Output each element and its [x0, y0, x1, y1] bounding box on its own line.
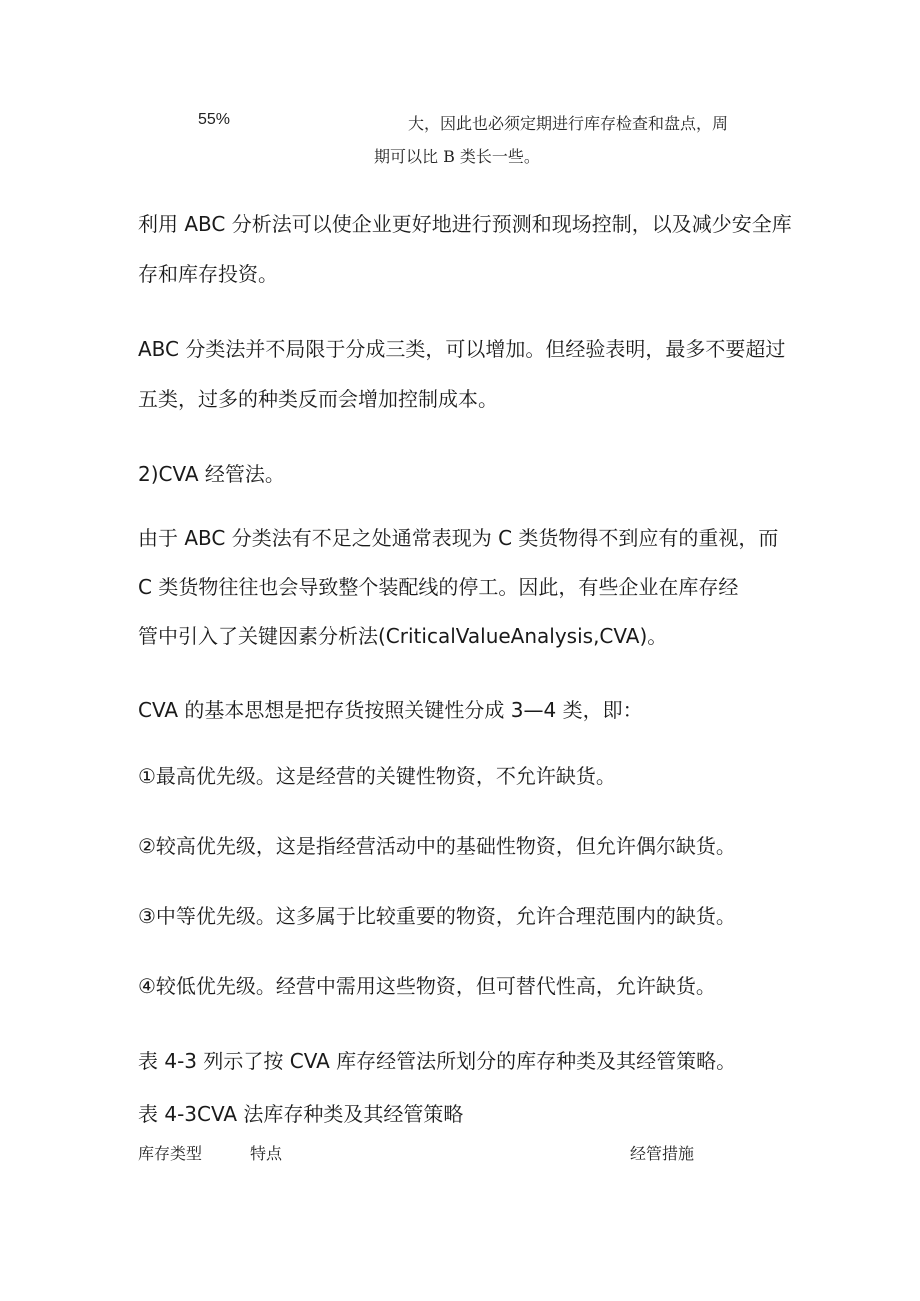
table-cell-line-1: 大，因此也必须定期进行库存检查和盘点，周 — [408, 114, 729, 133]
paragraph-classes-line-1: ABC 分类法并不局限于分成三类，可以增加。但经验表明，最多不要超过 — [138, 337, 786, 361]
list-item-priority-1: ①最高优先级。这是经营的关键性物资，不允许缺货。 — [138, 764, 616, 788]
paragraph-classes-line-2: 五类，过多的种类反而会增加控制成本。 — [138, 387, 498, 411]
list-item-priority-3: ③中等优先级。这多属于比较重要的物资，允许合理范围内的缺货。 — [138, 904, 736, 928]
paragraph-cva-idea: CVA 的基本思想是把存货按照关键性分成 3—4 类，即： — [138, 698, 643, 722]
paragraph-cva-intro-line-2: C 类货物往往也会导致整个装配线的停工。因此，有些企业在库存经 — [138, 575, 739, 599]
table-header-measures: 经管措施 — [630, 1144, 695, 1163]
list-item-priority-4: ④较低优先级。经营中需用这些物资，但可替代性高，允许缺货。 — [138, 974, 716, 998]
paragraph-abc-line-1: 利用 ABC 分析法可以使企业更好地进行预测和现场控制，以及减少安全库 — [138, 212, 792, 236]
table-title: 表 4-3CVA 法库存种类及其经管策略 — [138, 1102, 464, 1126]
paragraph-cva-intro-line-1: 由于 ABC 分类法有不足之处通常表现为 C 类货物得不到应有的重视，而 — [138, 526, 779, 550]
section-heading-cva: 2)CVA 经管法。 — [138, 462, 285, 486]
paragraph-table-reference: 表 4-3 列示了按 CVA 库存经管法所划分的库存种类及其经管策略。 — [138, 1049, 737, 1073]
list-item-priority-2: ②较高优先级，这是指经营活动中的基础性物资，但允许偶尔缺货。 — [138, 834, 736, 858]
paragraph-abc-line-2: 存和库存投资。 — [138, 262, 278, 286]
paragraph-cva-intro-line-3: 管中引入了关键因素分析法(CriticalValueAnalysis,CVA)。 — [138, 624, 668, 648]
table-header-type: 库存类型 — [138, 1144, 203, 1163]
table-header-features: 特点 — [250, 1144, 283, 1163]
table-cell-line-2: 期可以比 B 类长一些。 — [374, 147, 540, 166]
percentage-cell: 55% — [198, 111, 231, 128]
